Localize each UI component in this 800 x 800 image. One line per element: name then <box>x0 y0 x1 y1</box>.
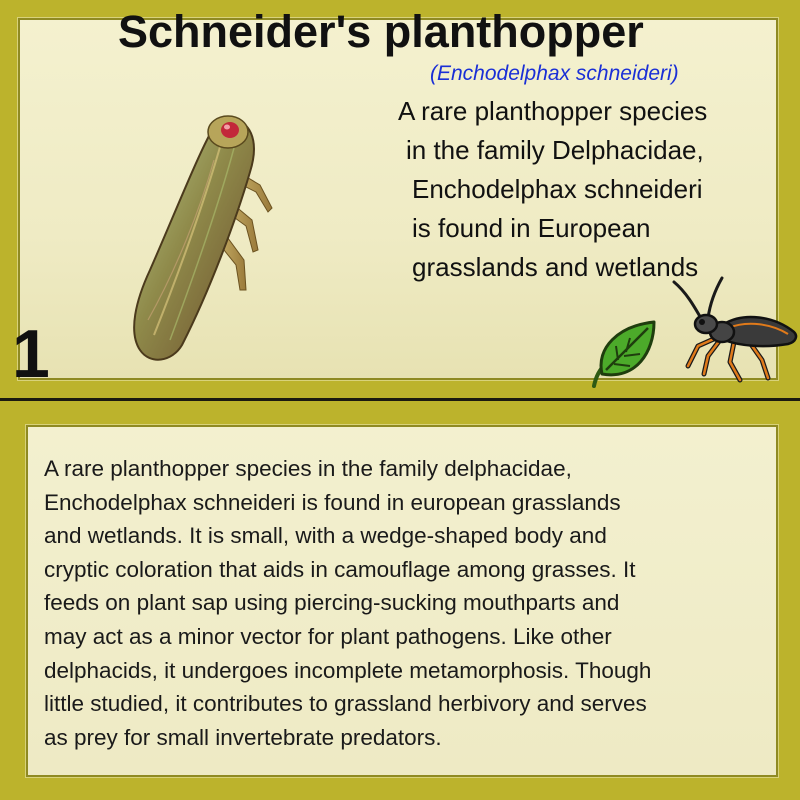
summary-line: grasslands and wetlands <box>412 252 699 282</box>
description-line: feeds on plant sap using piercing-sucking mouthparts and <box>44 590 620 616</box>
description-line: Enchodelphax schneideri is found in european grasslands <box>44 489 621 515</box>
summary-text <box>398 92 778 287</box>
planthopper-illustration <box>110 100 290 370</box>
summary-line: in the family Delphacidae, <box>406 135 704 165</box>
description-line: A rare planthopper species in the family delphacidae, <box>44 456 572 481</box>
leaf-icon <box>588 318 660 390</box>
description-line: little studied, it contributes to grassland herbivory and serves <box>44 691 647 717</box>
summary-line: A rare planthopper species <box>398 96 708 126</box>
description-line: as prey for small invertebrate predators. <box>44 724 442 750</box>
summary-line: Enchodelphax schneideri <box>412 174 703 204</box>
description-text <box>44 452 764 754</box>
card-number: 1 <box>12 316 50 392</box>
description-line: delphacids, it undergoes incomplete metamorphosis. Though <box>44 657 652 683</box>
scientific-name: (Enchodelphax schneideri) <box>430 62 679 85</box>
description-line: cryptic coloration that aids in camouflage among grasses. It <box>44 556 636 582</box>
card-front <box>0 0 800 398</box>
description-line: may act as a minor vector for plant pathogens. Like other <box>44 623 612 649</box>
description-line: and wetlands. It is small, with a wedge-shaped body and <box>44 523 607 549</box>
card-title: Schneider's planthopper <box>118 6 644 57</box>
summary-line: is found in European <box>412 213 651 243</box>
bug-icon <box>664 276 800 386</box>
